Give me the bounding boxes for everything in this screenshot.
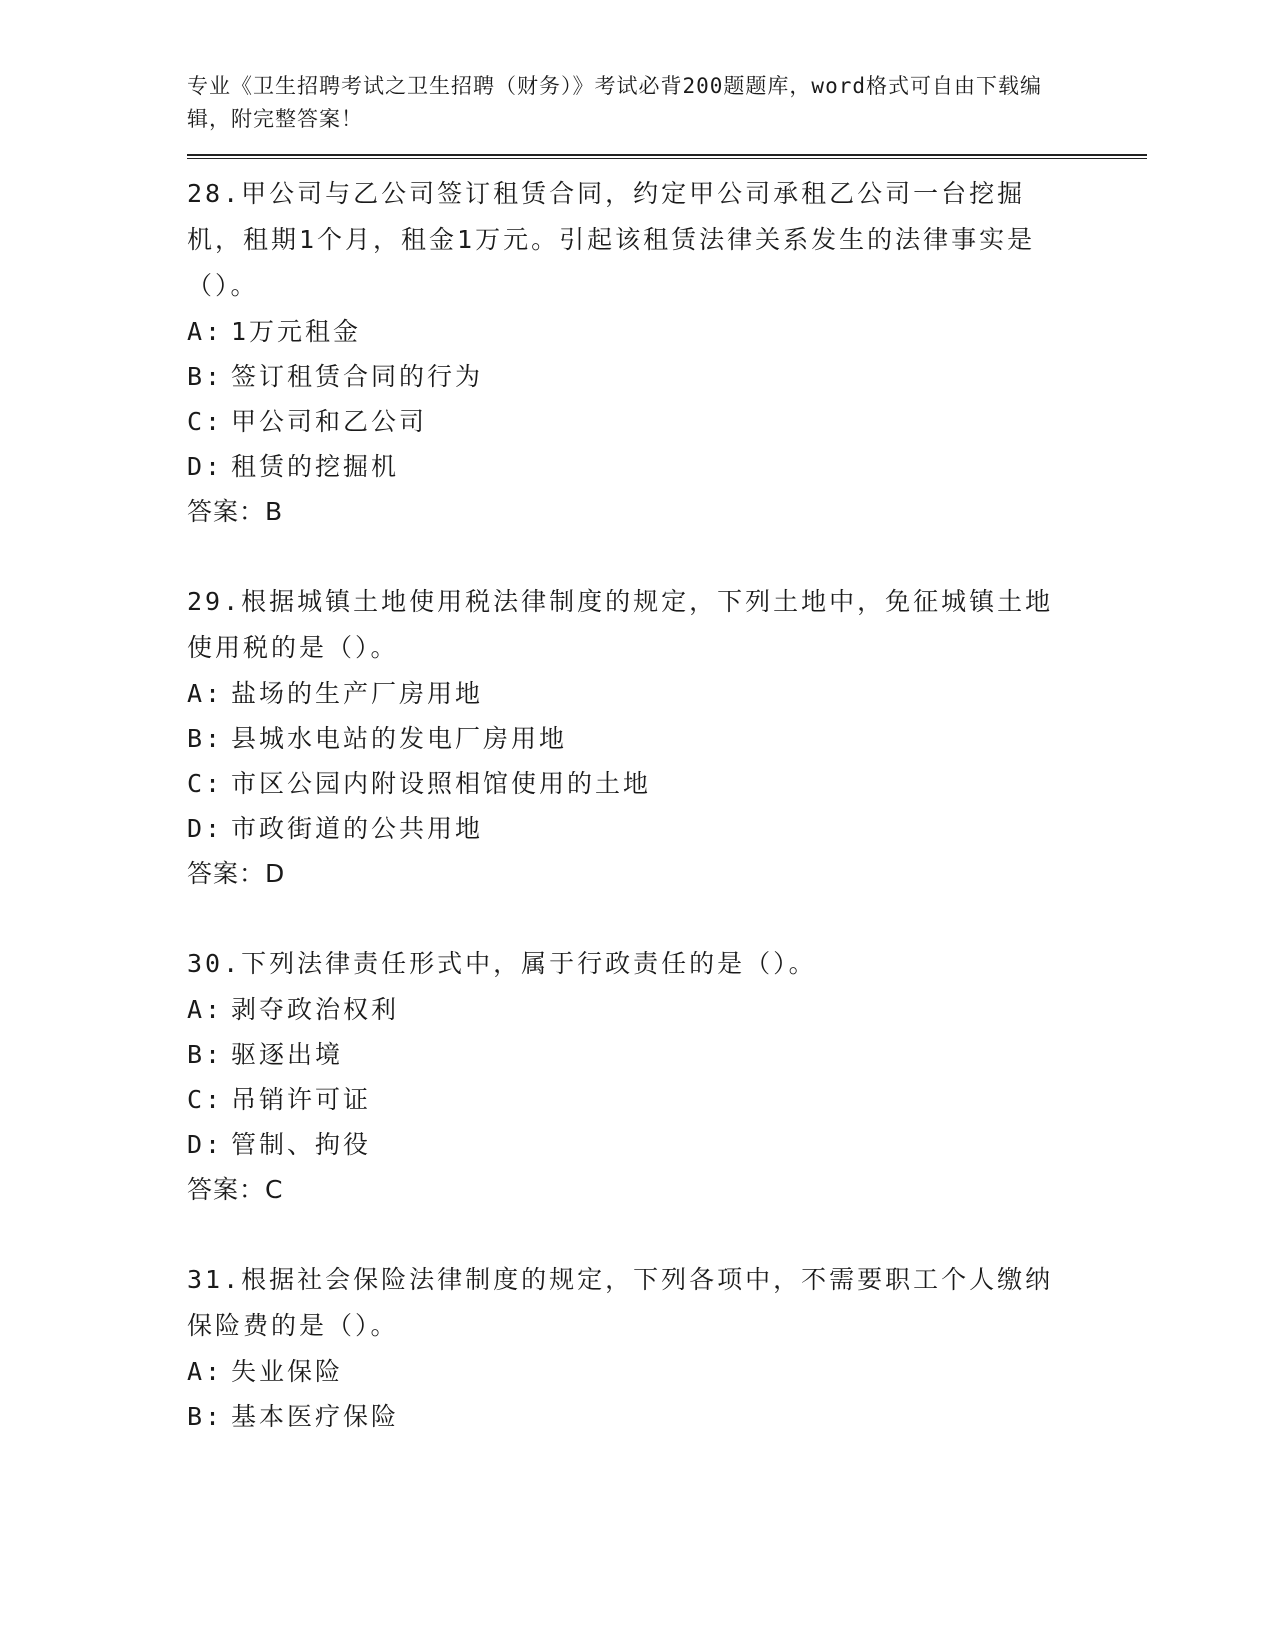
option-c bbox=[187, 1077, 1147, 1122]
option-key: D: bbox=[187, 1130, 224, 1159]
option-d bbox=[187, 1122, 1147, 1167]
question-30 bbox=[187, 941, 1147, 1213]
option-text: 剥夺政治权利 bbox=[231, 995, 400, 1024]
question-stem: 28.甲公司与乙公司签订租赁合同，约定甲公司承租乙公司一台挖掘机，租期1个月，租金1万元。引起该租赁法律关系发生的法律事实是（）。 bbox=[187, 179, 1036, 300]
option-key: C: bbox=[187, 407, 224, 436]
option-text: 失业保险 bbox=[231, 1357, 344, 1386]
option-key: D: bbox=[187, 814, 224, 843]
option-text: 甲公司和乙公司 bbox=[231, 407, 428, 436]
option-d bbox=[187, 444, 1147, 489]
option-key: B: bbox=[187, 1402, 224, 1431]
option-text: 市区公园内附设照相馆使用的土地 bbox=[231, 769, 652, 798]
option-key: D: bbox=[187, 452, 224, 481]
option-text: 驱逐出境 bbox=[231, 1040, 344, 1069]
option-text: 管制、拘役 bbox=[231, 1130, 372, 1159]
option-key: A: bbox=[187, 679, 224, 708]
option-text: 盐场的生产厂房用地 bbox=[231, 679, 484, 708]
answer-line: 答案：D bbox=[187, 859, 286, 888]
option-key: B: bbox=[187, 724, 224, 753]
option-key: A: bbox=[187, 1357, 224, 1386]
option-key: A: bbox=[187, 317, 224, 346]
option-a bbox=[187, 671, 1147, 716]
option-key: A: bbox=[187, 995, 224, 1024]
question-31 bbox=[187, 1257, 1147, 1439]
option-key: C: bbox=[187, 1085, 224, 1114]
question-28 bbox=[187, 171, 1147, 535]
option-d bbox=[187, 806, 1147, 851]
question-29 bbox=[187, 579, 1147, 897]
answer-line: 答案：C bbox=[187, 1175, 284, 1204]
question-list bbox=[187, 171, 1147, 1439]
option-key: B: bbox=[187, 362, 224, 391]
option-text: 租赁的挖掘机 bbox=[231, 452, 400, 481]
answer-line: 答案：B bbox=[187, 497, 284, 526]
option-key: B: bbox=[187, 1040, 224, 1069]
option-text: 吊销许可证 bbox=[231, 1085, 372, 1114]
option-b bbox=[187, 354, 1147, 399]
question-stem: 31.根据社会保险法律制度的规定，下列各项中，不需要职工个人缴纳保险费的是（）。 bbox=[187, 1265, 1054, 1340]
option-c bbox=[187, 399, 1147, 444]
option-a bbox=[187, 987, 1147, 1032]
option-a bbox=[187, 1349, 1147, 1394]
option-b bbox=[187, 1394, 1147, 1439]
header-divider bbox=[187, 154, 1147, 159]
question-stem: 30.下列法律责任形式中，属于行政责任的是（）。 bbox=[187, 949, 817, 978]
option-text: 签订租赁合同的行为 bbox=[231, 362, 484, 391]
document-header: 专业《卫生招聘考试之卫生招聘（财务）》考试必背200题题库，word格式可自由下载编辑，附完整答案！ bbox=[187, 74, 1042, 131]
option-text: 县城水电站的发电厂房用地 bbox=[231, 724, 568, 753]
option-text: 1万元租金 bbox=[231, 317, 362, 346]
question-stem: 29.根据城镇土地使用税法律制度的规定，下列土地中，免征城镇土地使用税的是（）。 bbox=[187, 587, 1054, 662]
option-key: C: bbox=[187, 769, 224, 798]
option-text: 基本医疗保险 bbox=[231, 1402, 400, 1431]
option-b bbox=[187, 716, 1147, 761]
option-c bbox=[187, 761, 1147, 806]
option-a bbox=[187, 309, 1147, 354]
option-text: 市政街道的公共用地 bbox=[231, 814, 484, 843]
document-page bbox=[187, 70, 1147, 1483]
option-b bbox=[187, 1032, 1147, 1077]
